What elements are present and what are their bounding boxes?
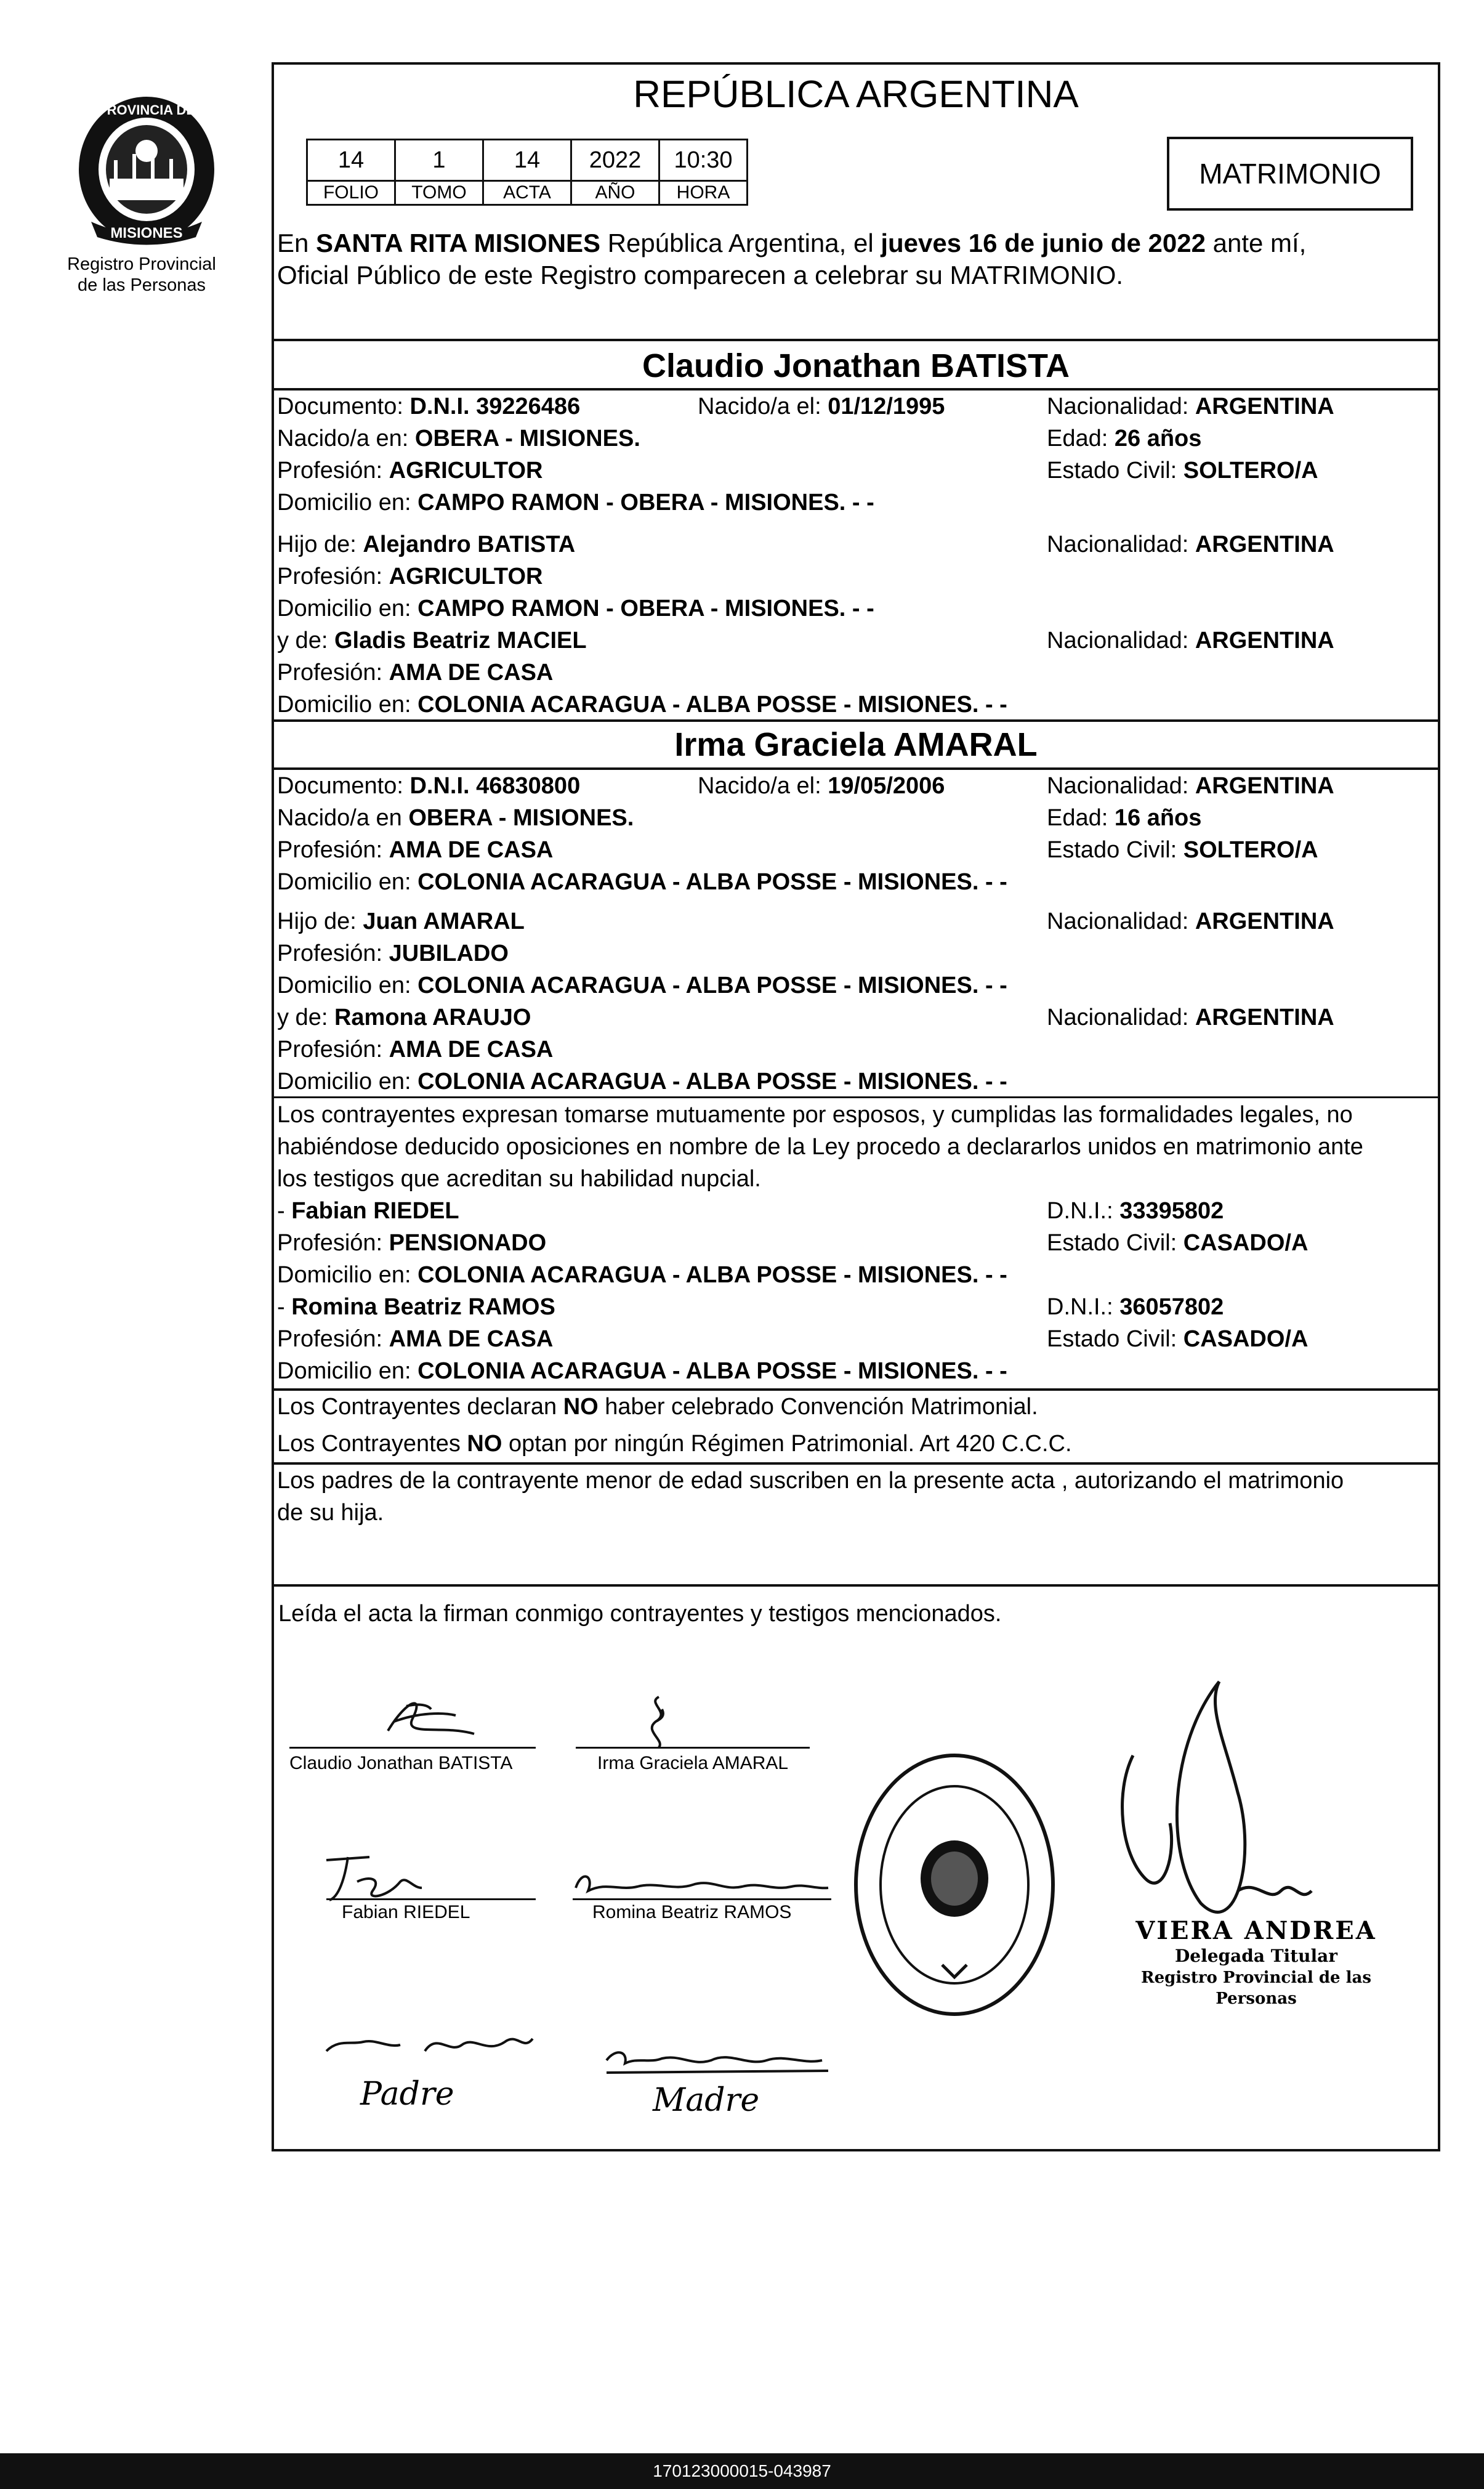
- hora-label: HORA: [659, 181, 748, 205]
- witness-1-address: [277, 1261, 1007, 1289]
- declaration-line-2: habiéndose deducido oposiciones en nombre de la Ley procedo a declararlos unidos en matrimonio ante: [277, 1134, 1363, 1160]
- value: Romina Beatriz RAMOS: [291, 1294, 555, 1320]
- signature-line: [573, 1898, 831, 1900]
- value: COLONIA ACARAGUA - ALBA POSSE - MISIONES. - -: [417, 1069, 1007, 1095]
- witness-2-address: [277, 1358, 1007, 1385]
- text: optan por ningún Régimen Patrimonial. Art 420 C.C.C.: [502, 1431, 1072, 1457]
- value: COLONIA ACARAGUA - ALBA POSSE - MISIONES. - -: [417, 1358, 1007, 1384]
- bride-civil-status: [1047, 836, 1318, 864]
- svg-text:MISIONES: MISIONES: [110, 225, 183, 241]
- closing-statement: Leída el acta la firman conmigo contrayentes y testigos mencionados.: [278, 1601, 1002, 1627]
- label: Domicilio en:: [277, 869, 418, 895]
- bride-signature: [628, 1691, 690, 1752]
- label: Domicilio en:: [277, 596, 418, 621]
- groom-address: [277, 489, 874, 516]
- value: Alejandro BATISTA: [363, 532, 576, 557]
- groom-father: [277, 531, 575, 558]
- divider: [272, 1096, 1440, 1098]
- intro-text: ante mí,: [1205, 229, 1307, 257]
- bride-father-address: [277, 972, 1007, 999]
- tomo-value: 1: [395, 140, 483, 181]
- label: Nacionalidad:: [1047, 909, 1195, 934]
- value: ARGENTINA: [1195, 773, 1334, 799]
- value: SOLTERO/A: [1183, 458, 1318, 484]
- logo-caption-line1: Registro Provincial: [67, 254, 216, 274]
- label: Edad:: [1047, 805, 1115, 831]
- divider: [272, 719, 1440, 722]
- label: Estado Civil:: [1047, 1326, 1184, 1352]
- value: COLONIA ACARAGUA - ALBA POSSE - MISIONES. - -: [417, 869, 1007, 895]
- label: Nacionalidad:: [1047, 532, 1195, 557]
- label: Profesión:: [277, 837, 389, 863]
- label: Profesión:: [277, 1326, 389, 1352]
- label: Hijo de:: [277, 532, 363, 557]
- groom-mother-nationality: [1047, 627, 1334, 654]
- text: Los Contrayentes declaran: [277, 1394, 563, 1420]
- divider: [272, 388, 1440, 391]
- delegation-seal: [850, 1749, 1059, 2020]
- groom-birthplace: [277, 425, 640, 452]
- groom-civil-status: [1047, 457, 1318, 484]
- value: AGRICULTOR: [389, 458, 543, 484]
- value: SOLTERO/A: [1183, 837, 1318, 863]
- value: ARGENTINA: [1195, 909, 1334, 934]
- label: Domicilio en:: [277, 1262, 418, 1288]
- registry-numbers: [306, 139, 748, 206]
- value: ARGENTINA: [1195, 394, 1334, 419]
- value: 01/12/1995: [828, 394, 945, 419]
- value: COLONIA ACARAGUA - ALBA POSSE - MISIONES. - -: [417, 692, 1007, 718]
- value: ARGENTINA: [1195, 628, 1334, 654]
- provincial-logo: [67, 92, 227, 246]
- prefix: -: [277, 1198, 292, 1224]
- bride-mother-address: [277, 1068, 1007, 1095]
- bride-birthplace: [277, 804, 634, 832]
- label: Domicilio en:: [277, 490, 418, 516]
- label: D.N.I.:: [1047, 1198, 1120, 1224]
- value: CAMPO RAMON - OBERA - MISIONES. - -: [417, 490, 874, 516]
- value: 36057802: [1119, 1294, 1224, 1320]
- intro-text: En: [277, 229, 317, 257]
- value: D.N.I. 39226486: [409, 394, 581, 419]
- father-handwritten-label: Padre: [360, 2076, 454, 2113]
- value: ARGENTINA: [1195, 1005, 1334, 1030]
- value: COLONIA ACARAGUA - ALBA POSSE - MISIONES. - -: [417, 1262, 1007, 1288]
- prefix: -: [277, 1294, 292, 1320]
- groom-father-address: [277, 595, 874, 622]
- groom-nationality: [1047, 393, 1334, 420]
- groom-documento: [277, 393, 580, 420]
- label: Nacionalidad:: [1047, 1005, 1195, 1030]
- tomo-label: TOMO: [395, 181, 483, 205]
- notes-line-2: de su hija.: [277, 1500, 384, 1526]
- emphasis: NO: [563, 1394, 599, 1420]
- label: D.N.I.:: [1047, 1294, 1120, 1320]
- bride-mother: [277, 1004, 531, 1031]
- bride-mother-nationality: [1047, 1004, 1334, 1031]
- bride-nationality: [1047, 772, 1334, 799]
- value: 26 años: [1114, 426, 1202, 451]
- label: Profesión:: [277, 1230, 389, 1256]
- value: OBERA - MISIONES.: [408, 805, 634, 831]
- value: Juan AMARAL: [363, 909, 525, 934]
- label: Domicilio en:: [277, 1358, 418, 1384]
- groom-signature-label: Claudio Jonathan BATISTA: [289, 1753, 513, 1773]
- intro-text: República Argentina, el: [600, 229, 881, 257]
- bride-profession: [277, 836, 553, 864]
- label: Estado Civil:: [1047, 837, 1184, 863]
- mother-signature: [600, 2039, 834, 2082]
- anio-value: 2022: [571, 140, 659, 181]
- signature-line: [289, 1747, 536, 1749]
- witness-2-signature-label: Romina Beatriz RAMOS: [592, 1902, 792, 1922]
- witness-1-profession: [277, 1229, 546, 1257]
- groom-age: [1047, 425, 1201, 452]
- acta-value: 14: [483, 140, 571, 181]
- anio-label: AÑO: [571, 181, 659, 205]
- logo-caption-line2: de las Personas: [78, 275, 206, 295]
- divider: [272, 1584, 1440, 1587]
- groom-birthdate: [698, 393, 945, 420]
- official-office: Registro Provincial de las Personas: [1140, 1969, 1372, 2008]
- label: Edad:: [1047, 426, 1115, 451]
- witness-1-civil-status: [1047, 1229, 1308, 1257]
- hora-value: 10:30: [659, 140, 748, 181]
- official-name: VIERA ANDREA: [1135, 1916, 1377, 1945]
- groom-father-nationality: [1047, 531, 1334, 558]
- value: Fabian RIEDEL: [291, 1198, 459, 1224]
- label: Profesión:: [277, 458, 389, 484]
- value: Gladis Beatriz MACIEL: [334, 628, 587, 654]
- folio-value: 14: [307, 140, 395, 181]
- svg-text:PROVINCIA DE: PROVINCIA DE: [97, 102, 196, 118]
- label: Documento:: [277, 773, 410, 799]
- groom-mother-profession: [277, 659, 553, 686]
- folio-label: FOLIO: [307, 181, 395, 205]
- value: 33395802: [1119, 1198, 1224, 1224]
- label: Domicilio en:: [277, 692, 418, 718]
- intro-place: SANTA RITA MISIONES: [316, 229, 601, 257]
- witness-1-signature-label: Fabian RIEDEL: [342, 1902, 470, 1922]
- mother-handwritten-label: Madre: [653, 2082, 760, 2119]
- groom-father-profession: [277, 563, 542, 590]
- bride-mother-profession: [277, 1036, 553, 1063]
- text: haber celebrado Convención Matrimonial.: [598, 1394, 1038, 1420]
- label: Domicilio en:: [277, 1069, 418, 1095]
- witness-2-dni: [1047, 1293, 1224, 1321]
- groom-signature: [369, 1688, 505, 1749]
- label: Profesión:: [277, 660, 389, 686]
- bride-father-profession: [277, 940, 509, 967]
- label: Nacido/a el:: [698, 773, 828, 799]
- acta-label: ACTA: [483, 181, 571, 205]
- logo-caption: [37, 254, 246, 296]
- label: Hijo de:: [277, 909, 363, 934]
- label: Domicilio en:: [277, 973, 418, 998]
- official-stamp: [1102, 1917, 1410, 2009]
- intro-date: jueves 16 de junio de 2022: [881, 229, 1206, 257]
- official-signature: [1096, 1669, 1355, 1940]
- label: Profesión:: [277, 941, 389, 966]
- value: Ramona ARAUJO: [334, 1005, 531, 1030]
- label: y de:: [277, 628, 334, 654]
- signature-line: [326, 1898, 536, 1900]
- father-signature: [320, 2026, 542, 2076]
- label: Profesión:: [277, 1037, 389, 1062]
- official-title: Delegada Titular: [1174, 1946, 1338, 1966]
- intro-line-2: Oficial Público de este Registro comparecen a celebrar su MATRIMONIO.: [277, 261, 1124, 289]
- value: JUBILADO: [389, 941, 509, 966]
- divider: [272, 1462, 1440, 1465]
- witness-1-name: [277, 1197, 459, 1224]
- bride-father-nationality: [1047, 908, 1334, 935]
- value: CAMPO RAMON - OBERA - MISIONES. - -: [417, 596, 874, 621]
- label: Nacido/a el:: [698, 394, 828, 419]
- footer-code: 170123000015-043987: [0, 2453, 1484, 2489]
- intro-line-1: [277, 228, 1306, 259]
- bride-father: [277, 908, 525, 935]
- text: Los Contrayentes: [277, 1431, 467, 1457]
- bride-documento: [277, 772, 580, 799]
- groom-mother: [277, 627, 587, 654]
- convention-line-2: [277, 1430, 1072, 1457]
- value: AMA DE CASA: [389, 660, 554, 686]
- declaration-line-3: los testigos que acreditan su habilidad nupcial.: [277, 1166, 761, 1192]
- bride-address: [277, 868, 1007, 896]
- divider: [272, 1388, 1440, 1391]
- label: Nacido/a en: [277, 805, 409, 831]
- notes-line-1: Los padres de la contrayente menor de edad suscriben en la presente acta , autorizando el matrimonio: [277, 1468, 1344, 1494]
- value: CASADO/A: [1183, 1326, 1309, 1352]
- bride-signature-label: Irma Graciela AMARAL: [597, 1753, 789, 1773]
- value: 19/05/2006: [828, 773, 945, 799]
- label: Nacionalidad:: [1047, 394, 1195, 419]
- bride-birthdate: [698, 772, 945, 799]
- value: CASADO/A: [1183, 1230, 1309, 1256]
- value: AGRICULTOR: [389, 564, 543, 589]
- convention-line-1: [277, 1393, 1038, 1420]
- label: y de:: [277, 1005, 334, 1030]
- value: D.N.I. 46830800: [409, 773, 581, 799]
- label: Profesión:: [277, 564, 389, 589]
- label: Estado Civil:: [1047, 1230, 1184, 1256]
- value: COLONIA ACARAGUA - ALBA POSSE - MISIONES. - -: [417, 973, 1007, 998]
- value: 16 años: [1114, 805, 1202, 831]
- value: AMA DE CASA: [389, 1326, 554, 1352]
- groom-mother-address: [277, 691, 1007, 718]
- groom-name: Claudio Jonathan BATISTA: [642, 347, 1070, 384]
- value: OBERA - MISIONES.: [414, 426, 640, 451]
- witness-2-civil-status: [1047, 1325, 1308, 1353]
- witness-2-profession: [277, 1325, 553, 1353]
- witness-2-name: [277, 1293, 555, 1321]
- value: AMA DE CASA: [389, 837, 554, 863]
- value: PENSIONADO: [389, 1230, 547, 1256]
- signature-line: [576, 1747, 810, 1749]
- label: Nacionalidad:: [1047, 628, 1195, 654]
- bride-age: [1047, 804, 1201, 832]
- label: Documento:: [277, 394, 410, 419]
- label: Nacionalidad:: [1047, 773, 1195, 799]
- witness-1-dni: [1047, 1197, 1224, 1224]
- label: Estado Civil:: [1047, 458, 1184, 484]
- bride-name: Irma Graciela AMARAL: [674, 726, 1038, 763]
- groom-profession: [277, 457, 542, 484]
- emphasis: NO: [467, 1431, 502, 1457]
- value: AMA DE CASA: [389, 1037, 554, 1062]
- divider: [272, 767, 1440, 770]
- value: ARGENTINA: [1195, 532, 1334, 557]
- page-title: REPÚBLICA ARGENTINA: [633, 73, 1079, 116]
- label: Nacido/a en:: [277, 426, 415, 451]
- divider: [272, 339, 1440, 341]
- declaration-line-1: Los contrayentes expresan tomarse mutuamente por esposos, y cumplidas las formalidades legales, no: [277, 1102, 1353, 1128]
- document-type: MATRIMONIO: [1167, 137, 1413, 211]
